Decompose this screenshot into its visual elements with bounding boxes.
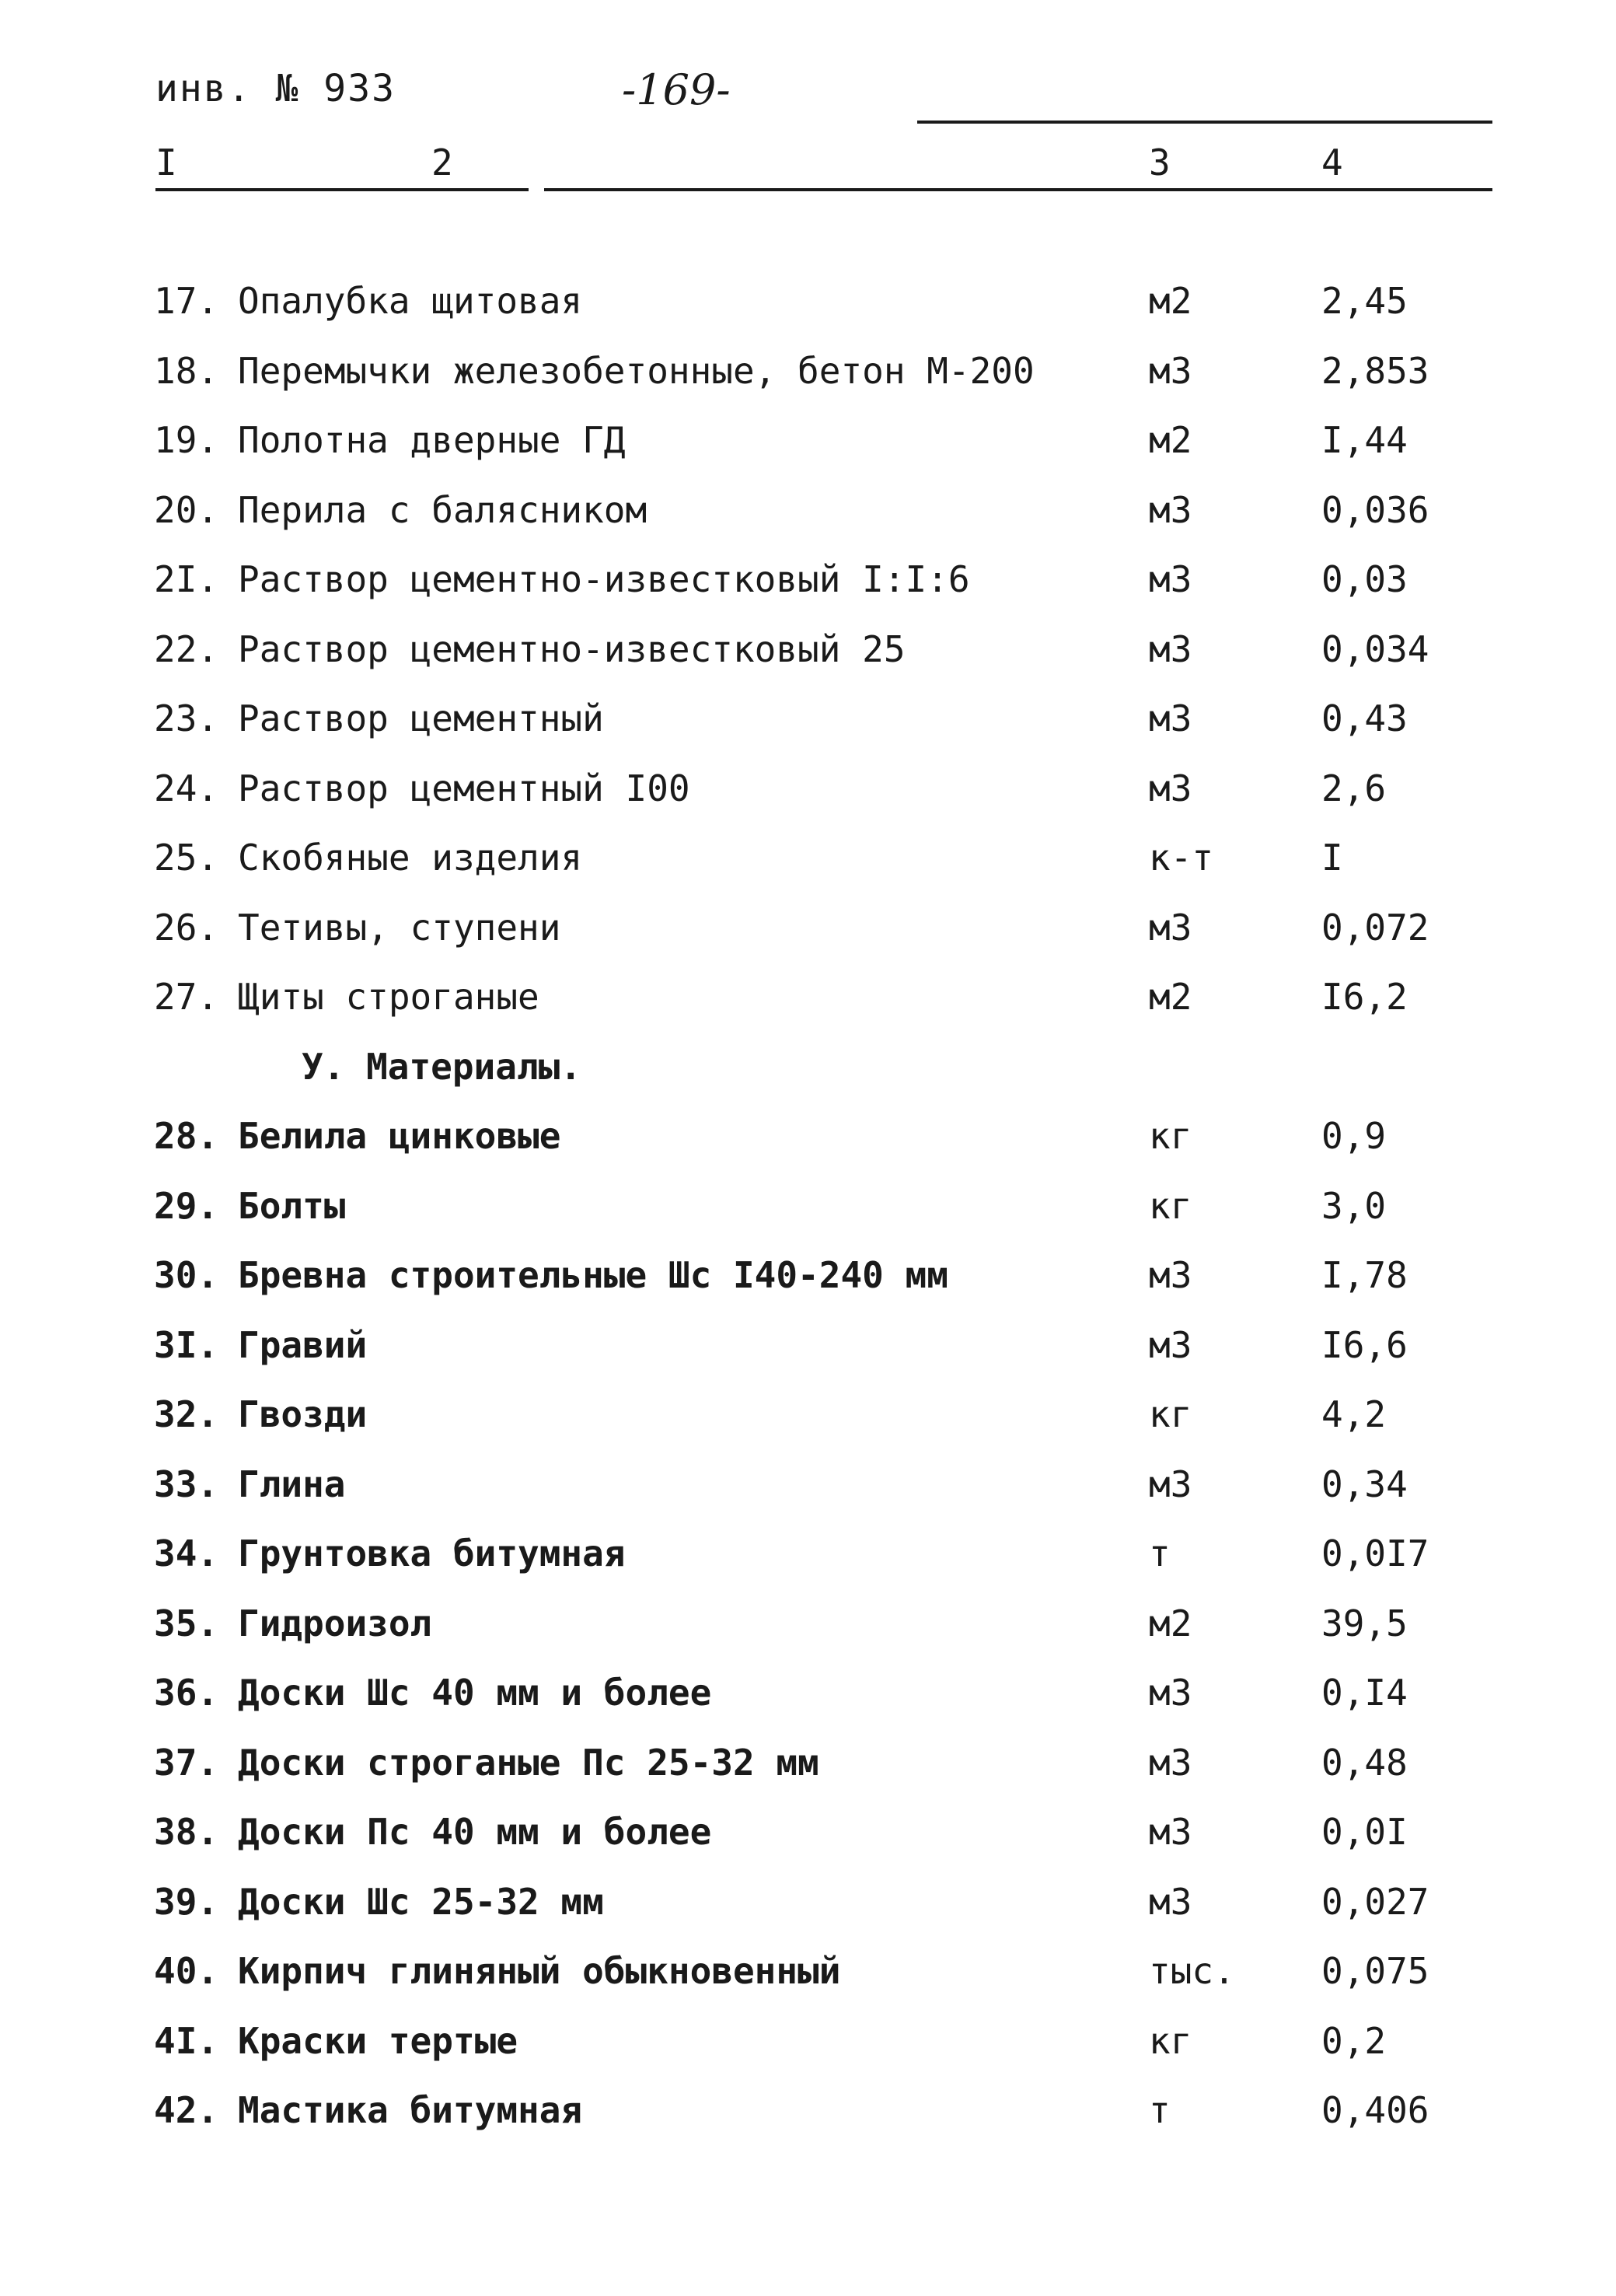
row-number: 30.: [154, 1254, 219, 1296]
unit-of-measure: кг: [1149, 1184, 1192, 1227]
row-number: 19.: [154, 419, 219, 461]
unit-of-measure: м3: [1149, 1741, 1192, 1784]
unit-of-measure: м3: [1149, 558, 1192, 600]
item-name: Раствор цементный I00: [238, 767, 690, 809]
item-name: Кирпич глиняный обыкновенный: [238, 1950, 841, 1992]
quantity: 0,34: [1321, 1463, 1408, 1505]
row-number: 18.: [154, 349, 219, 392]
inventory-number: инв. № 933: [155, 67, 396, 110]
table-row: [0, 1881, 1616, 1951]
row-number: 39.: [154, 1880, 219, 1923]
section-heading: [0, 1046, 1616, 1116]
item-name: Тетивы, ступени: [238, 906, 561, 949]
item-name: Раствор цементно-известковый 25: [238, 627, 906, 670]
item-name: Доски строганые Пс 25-32 мм: [238, 1741, 819, 1784]
item-name: Грунтовка битумная: [238, 1532, 626, 1574]
quantity: 0,9: [1321, 1115, 1387, 1157]
row-number: 23.: [154, 697, 219, 739]
table-row: [0, 2089, 1616, 2159]
item-name: Мастика битумная: [238, 2089, 583, 2131]
unit-of-measure: м2: [1149, 419, 1192, 461]
row-number: 28.: [154, 1115, 219, 1157]
quantity: 2,45: [1321, 280, 1408, 322]
quantity: I: [1321, 837, 1343, 879]
table-row: [0, 907, 1616, 977]
row-number: 3I.: [154, 1323, 219, 1366]
row-number: 4I.: [154, 2019, 219, 2062]
quantity: I6,2: [1321, 976, 1408, 1018]
unit-of-measure: т: [1149, 1532, 1171, 1574]
unit-of-measure: кг: [1149, 2019, 1192, 2062]
quantity: 2,853: [1321, 349, 1429, 392]
item-name: Болты: [238, 1184, 346, 1227]
unit-of-measure: кг: [1149, 1393, 1192, 1435]
column-header-4: 4: [1321, 142, 1343, 183]
unit-of-measure: м3: [1149, 349, 1192, 392]
table-row: [0, 1393, 1616, 1463]
table-row: [0, 767, 1616, 837]
unit-of-measure: кг: [1149, 1115, 1192, 1157]
row-number: 29.: [154, 1184, 219, 1227]
page-number: -169-: [622, 65, 731, 114]
quantity: 0,0I7: [1321, 1532, 1429, 1574]
header-bottom-rule-right: [544, 188, 1492, 191]
quantity: 2,6: [1321, 767, 1387, 809]
column-header-3: 3: [1149, 142, 1171, 183]
table-row: [0, 976, 1616, 1046]
quantity: 0,036: [1321, 488, 1429, 531]
table-row: [0, 280, 1616, 350]
table-row: [0, 1185, 1616, 1255]
quantity: 4,2: [1321, 1393, 1387, 1435]
item-name: Краски тертые: [238, 2019, 518, 2062]
row-number: 34.: [154, 1532, 219, 1574]
item-name: Полотна дверные ГД: [238, 419, 626, 461]
item-name: Перемычки железобетонные, бетон М-200: [238, 349, 1035, 392]
unit-of-measure: м3: [1149, 627, 1192, 670]
quantity: I6,6: [1321, 1323, 1408, 1366]
table-row: [0, 1672, 1616, 1742]
header-top-rule: [917, 121, 1492, 124]
item-name: Гвозди: [238, 1393, 368, 1435]
quantity: 0,43: [1321, 697, 1408, 739]
quantity: 0,027: [1321, 1880, 1429, 1923]
quantity: 0,0I: [1321, 1811, 1408, 1853]
unit-of-measure: м3: [1149, 1463, 1192, 1505]
quantity: 0,03: [1321, 558, 1408, 600]
unit-of-measure: м2: [1149, 280, 1192, 322]
unit-of-measure: м3: [1149, 1672, 1192, 1714]
row-number: 27.: [154, 976, 219, 1018]
item-name: Белила цинковые: [238, 1115, 561, 1157]
item-name: Доски Шс 25-32 мм: [238, 1880, 604, 1923]
item-name: Раствор цементно-известковый I:I:6: [238, 558, 970, 600]
table-row: [0, 1324, 1616, 1394]
item-name: Гравий: [238, 1323, 368, 1366]
quantity: 0,034: [1321, 627, 1429, 670]
unit-of-measure: т: [1149, 2089, 1171, 2131]
row-number: 20.: [154, 488, 219, 531]
quantity: I,78: [1321, 1254, 1408, 1296]
row-number: 38.: [154, 1811, 219, 1853]
row-number: 25.: [154, 837, 219, 879]
item-name: Раствор цементный: [238, 697, 604, 739]
table-row: [0, 419, 1616, 489]
item-name: Скобяные изделия: [238, 837, 583, 879]
table-row: [0, 1602, 1616, 1672]
row-number: 2I.: [154, 558, 219, 600]
column-header-2: 2: [431, 142, 453, 183]
table-row: [0, 697, 1616, 767]
table-row: [0, 1532, 1616, 1602]
quantity: 0,2: [1321, 2019, 1387, 2062]
row-number: 26.: [154, 906, 219, 949]
unit-of-measure: м3: [1149, 488, 1192, 531]
table-row: [0, 1254, 1616, 1324]
quantity: 3,0: [1321, 1184, 1387, 1227]
table-row: [0, 2020, 1616, 2090]
quantity: 0,406: [1321, 2089, 1429, 2131]
item-name: Перила с балясником: [238, 488, 647, 531]
unit-of-measure: м3: [1149, 1880, 1192, 1923]
table-row: [0, 628, 1616, 698]
unit-of-measure: м3: [1149, 1811, 1192, 1853]
table-row: [0, 1742, 1616, 1812]
item-name: Бревна строительные Шс I40-240 мм: [238, 1254, 948, 1296]
row-number: 37.: [154, 1741, 219, 1784]
table-row: [0, 489, 1616, 559]
column-header-1: I: [155, 142, 177, 183]
quantity: 0,I4: [1321, 1672, 1408, 1714]
table-row: [0, 837, 1616, 907]
unit-of-measure: к-т: [1149, 837, 1214, 879]
row-number: 22.: [154, 627, 219, 670]
item-name: Глина: [238, 1463, 346, 1505]
row-number: 33.: [154, 1463, 219, 1505]
item-name: Опалубка щитовая: [238, 280, 583, 322]
quantity: I,44: [1321, 419, 1408, 461]
quantity: 39,5: [1321, 1602, 1408, 1644]
table-row: [0, 350, 1616, 420]
row-number: 24.: [154, 767, 219, 809]
unit-of-measure: тыс.: [1149, 1950, 1235, 1992]
item-name: Щиты строганые: [238, 976, 539, 1018]
row-number: 35.: [154, 1602, 219, 1644]
unit-of-measure: м3: [1149, 1323, 1192, 1366]
quantity: 0,48: [1321, 1741, 1408, 1784]
unit-of-measure: м3: [1149, 906, 1192, 949]
item-name: Гидроизол: [238, 1602, 432, 1644]
row-number: 42.: [154, 2089, 219, 2131]
table-row: [0, 1115, 1616, 1185]
row-number: 40.: [154, 1950, 219, 1992]
item-name: Доски Пс 40 мм и более: [238, 1811, 712, 1853]
table-row: [0, 1463, 1616, 1533]
unit-of-measure: м2: [1149, 976, 1192, 1018]
material-table: [0, 280, 1616, 2159]
table-row: [0, 558, 1616, 628]
quantity: 0,075: [1321, 1950, 1429, 1992]
header-bottom-rule-left: [155, 188, 529, 191]
unit-of-measure: м2: [1149, 1602, 1192, 1644]
section-title: У. Материалы.: [302, 1045, 582, 1088]
item-name: Доски Шс 40 мм и более: [238, 1672, 712, 1714]
unit-of-measure: м3: [1149, 767, 1192, 809]
quantity: 0,072: [1321, 906, 1429, 949]
unit-of-measure: м3: [1149, 1254, 1192, 1296]
unit-of-measure: м3: [1149, 697, 1192, 739]
row-number: 32.: [154, 1393, 219, 1435]
row-number: 36.: [154, 1672, 219, 1714]
row-number: 17.: [154, 280, 219, 322]
table-row: [0, 1950, 1616, 2020]
table-row: [0, 1811, 1616, 1881]
